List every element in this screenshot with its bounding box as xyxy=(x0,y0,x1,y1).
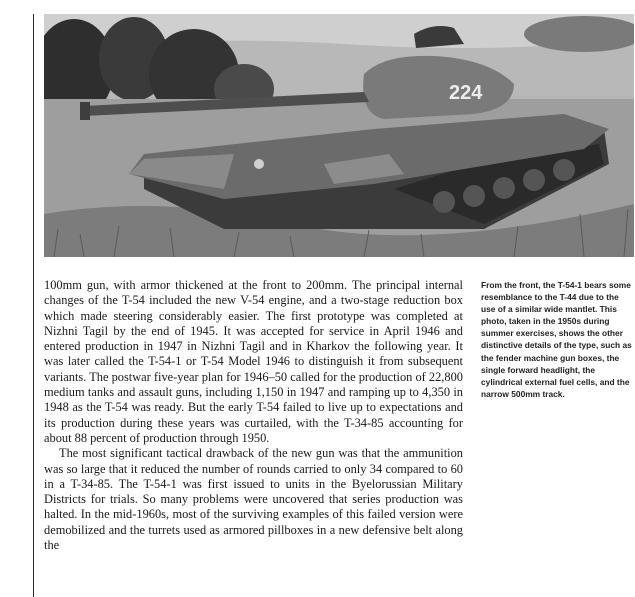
tank-photo-illustration xyxy=(44,14,634,257)
body-text-column xyxy=(44,278,463,553)
body-paragraph: 100mm gun, with armor thickened at the front to 200mm. The principal internal changes of the T-54 included the new V-54 engine, and a two-stage reduction box which made steering considerably easier. The first prototype was completed at Nizhni Tagil by the end of 1945. It was accepted for service in April 1946 and entered production in 1947 in Nizhni Tagil and in Kharkov the following year. It was later called the T-54-1 or T-54 Model 1946 to distinguish it from subsequent variants. The postwar five-year plan for 1946–50 called for the production of 22,800 medium tanks and assault guns, including 1,150 in 1947 and ramping up to 4,350 in 1948 as the T-54 was ready. But the early T-54 failed to live up to expectations and its production during these years was curtailed, with the T-34-85 accounting for about 88 percent of production through 1950. xyxy=(44,278,463,445)
body-paragraph: The most significant tactical drawback of the new gun was that the ammunition was so large that it reduced the number of rounds carried to only 34 compared to 60 in a T-34-85. The T-54-1 was first issued to units in the Byelorussian Military Districts for trials. So many problems were uncovered that series production was halted. In the mid-1960s, most of the surviving examples of this failed version were demobilized and the turrets used as armored pillboxes in a new defensive belt along the xyxy=(44,446,463,553)
page-margin-rule xyxy=(33,14,34,597)
turret-number: 224 xyxy=(449,82,483,104)
photo-caption: From the front, the T-54-1 bears some resemblance to the T-44 due to the use of a similar wide mantlet. This photo, taken in the 1950s during summer exercises, shows the other distinctive details of the type, such as the fender machine gun boxes, the single forward headlight, the cylindrical external fuel cells, and the narrow 500mm track. xyxy=(481,280,632,399)
tank-photo xyxy=(44,14,634,257)
